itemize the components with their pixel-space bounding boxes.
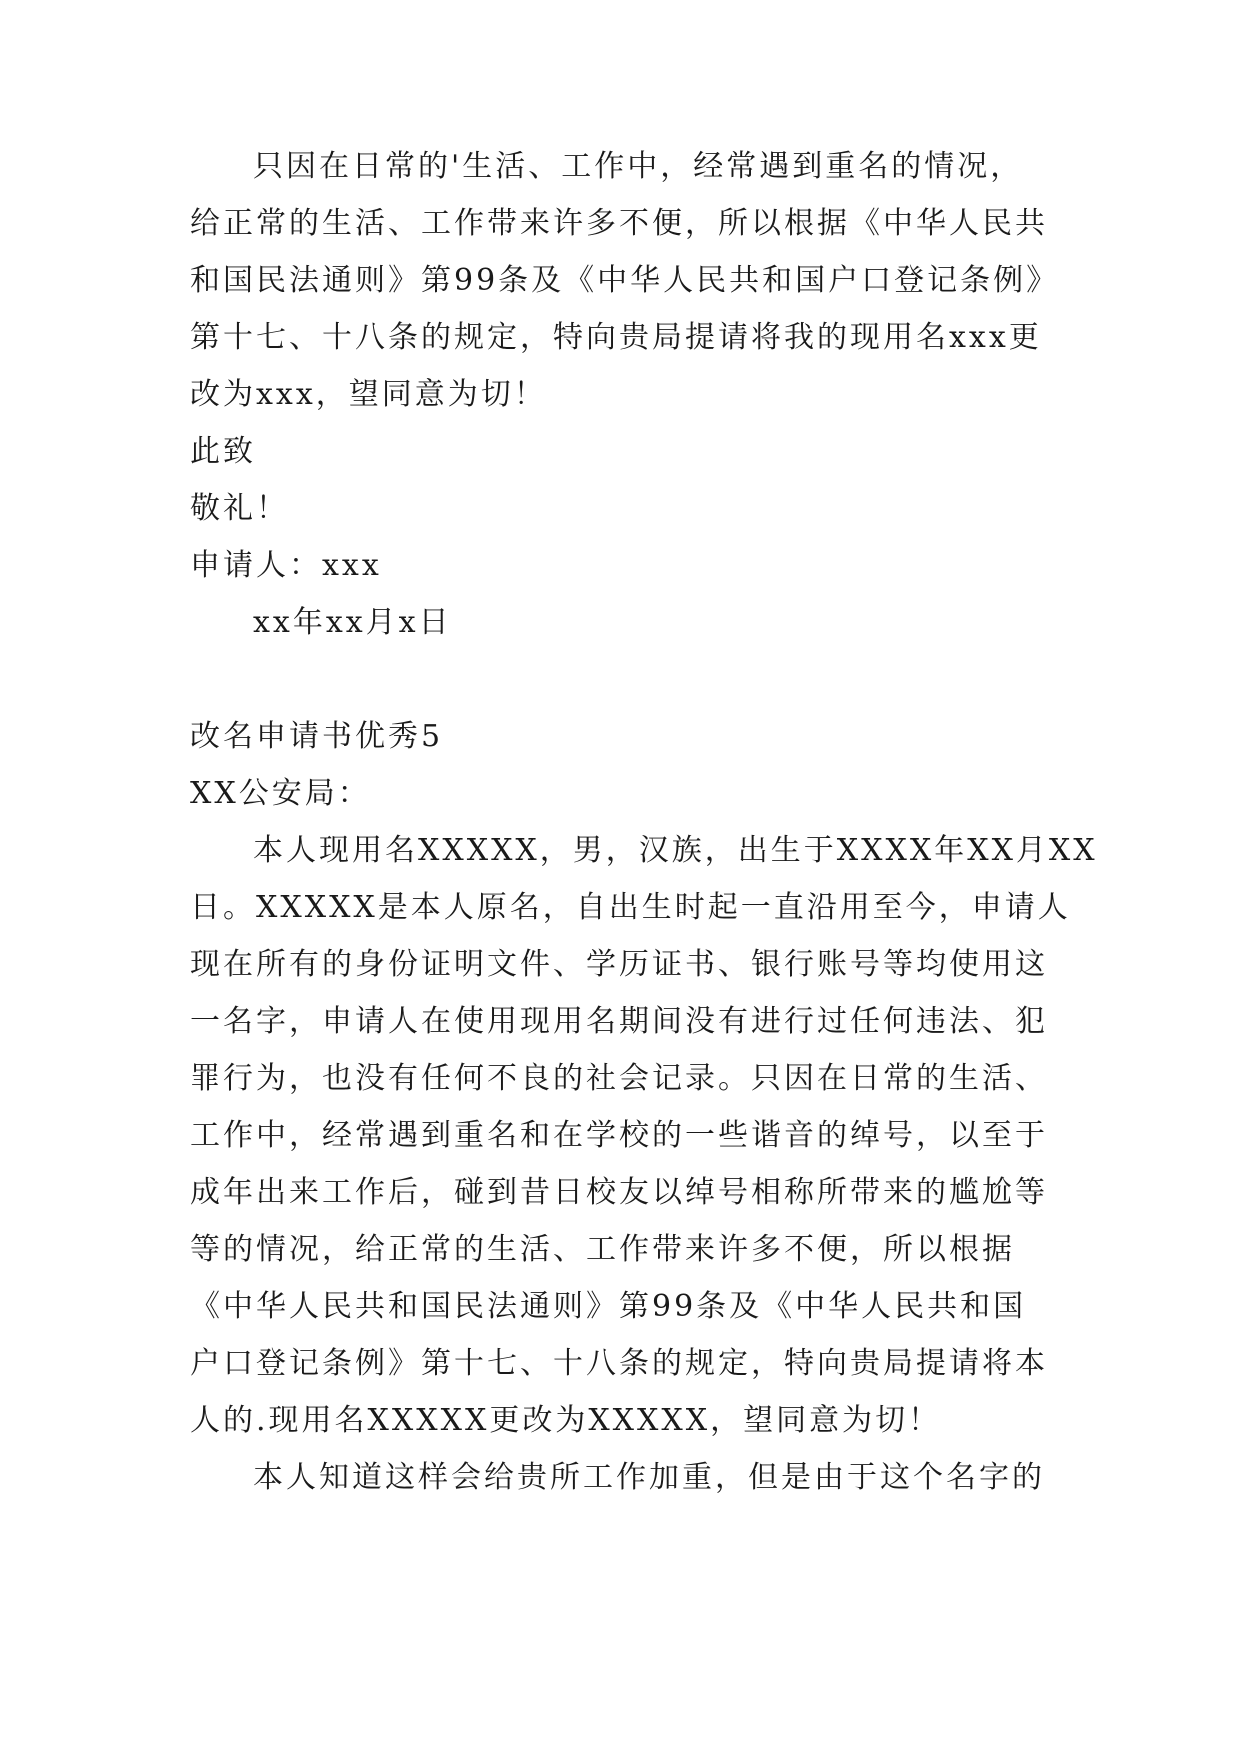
- paragraph-line: 户口登记条例》第十七、十八条的规定，特向贵局提请将本: [190, 1346, 1048, 1381]
- paragraph-line: 改为xxx，望同意为切！: [190, 377, 547, 412]
- signature-date: xx年xx月x日: [253, 605, 452, 640]
- paragraph-line: 给正常的生活、工作带来许多不便，所以根据《中华人民共: [190, 206, 1048, 241]
- paragraph-line: 等的情况，给正常的生活、工作带来许多不便，所以根据: [190, 1232, 1015, 1267]
- closing-regards: 敬礼！: [190, 491, 289, 526]
- paragraph-line: 只因在日常的'生活、工作中，经常遇到重名的情况，: [253, 149, 1024, 184]
- paragraph-line: 现在所有的身份证明文件、学历证书、银行账号等均使用这: [190, 947, 1048, 982]
- section-title: 改名申请书优秀5: [190, 719, 444, 754]
- paragraph-line: 工作中，经常遇到重名和在学校的一些谐音的绰号，以至于: [190, 1118, 1048, 1153]
- applicant-signature: 申请人：xxx: [190, 548, 382, 583]
- paragraph-line: 本人现用名XXXXX，男，汉族，出生于XXXX年XX月XX: [253, 833, 1098, 868]
- paragraph-line: 人的.现用名XXXXX更改为XXXXX，望同意为切！: [190, 1403, 942, 1438]
- paragraph-line: 和国民法通则》第99条及《中华人民共和国户口登记条例》: [190, 263, 1060, 298]
- paragraph-line: 罪行为，也没有任何不良的社会记录。只因在日常的生活、: [190, 1061, 1048, 1096]
- paragraph-line: 一名字，申请人在使用现用名期间没有进行过任何违法、犯: [190, 1004, 1048, 1039]
- paragraph-line: 成年出来工作后，碰到昔日校友以绰号相称所带来的尴尬等: [190, 1175, 1048, 1210]
- closing-salutation: 此致: [190, 434, 256, 469]
- paragraph-line: 日。XXXXX是本人原名，自出生时起一直沿用至今，申请人: [190, 890, 1071, 925]
- addressee: XX公安局：: [190, 776, 371, 811]
- paragraph-line: 本人知道这样会给贵所工作加重，但是由于这个名字的: [253, 1460, 1045, 1495]
- paragraph-line: 《中华人民共和国民法通则》第99条及《中华人民共和国: [190, 1289, 1027, 1324]
- paragraph-line: 第十七、十八条的规定，特向贵局提请将我的现用名xxx更: [190, 320, 1042, 355]
